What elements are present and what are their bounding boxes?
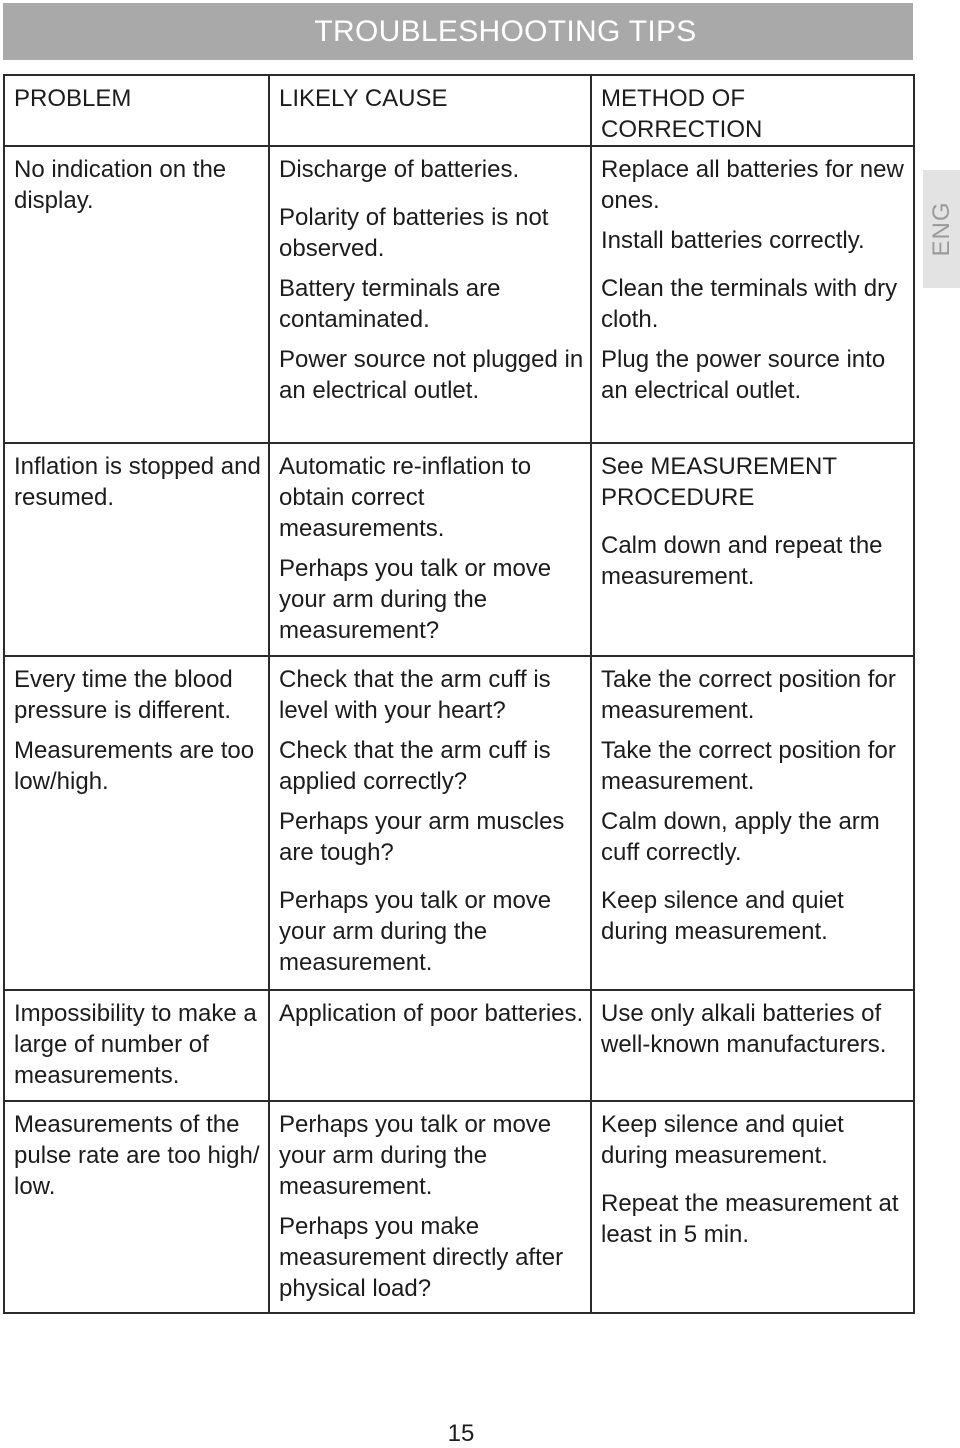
correction-text: Take the correct position for measurement. <box>601 666 896 724</box>
table-row <box>4 146 914 443</box>
troubleshooting-table <box>3 74 915 1314</box>
cause-cell <box>269 443 591 656</box>
problem-cell <box>4 443 269 656</box>
header-problem: PROBLEM <box>4 75 269 146</box>
cause-text: Perhaps your arm muscles are tough? <box>279 808 565 866</box>
language-tab-label: ENG <box>927 201 955 257</box>
header-method-of-correction: METHOD OF CORRECTION <box>591 75 914 146</box>
cause-text: Battery terminals are contaminated. <box>279 275 501 333</box>
problem-cell <box>4 990 269 1101</box>
problem-text: Every time the blood pressure is different. <box>14 666 233 724</box>
cause-text: Perhaps you talk or move your arm during the measurement. <box>279 887 552 976</box>
cause-text: Power source not plugged in an electrical outlet. <box>279 346 584 404</box>
cause-text: Automatic re-inflation to obtain correct measurements. <box>279 453 532 542</box>
correction-cell <box>591 656 914 990</box>
correction-cell <box>591 1101 914 1313</box>
correction-cell <box>591 146 914 443</box>
problem-cell <box>4 146 269 443</box>
table-row <box>4 990 914 1101</box>
cause-text: Check that the arm cuff is level with your heart? <box>279 666 551 724</box>
cause-text: Discharge of batteries. <box>279 156 520 183</box>
cause-cell <box>269 146 591 443</box>
correction-cell <box>591 443 914 656</box>
problem-cell <box>4 656 269 990</box>
language-tab <box>923 170 960 288</box>
correction-text: Clean the terminals with dry cloth. <box>601 275 898 333</box>
table-row <box>4 656 914 990</box>
cause-cell <box>269 1101 591 1313</box>
cause-cell <box>269 990 591 1101</box>
correction-text: Take the correct position for measurement. <box>601 737 896 795</box>
header-likely-cause: LIKELY CAUSE <box>269 75 591 146</box>
table-header-row <box>4 75 914 146</box>
correction-text: Replace all batteries for new ones. <box>601 156 904 214</box>
correction-text: Calm down, apply the arm cuff correctly. <box>601 808 880 866</box>
correction-text: Repeat the measurement at least in 5 min. <box>601 1190 899 1248</box>
cause-cell <box>269 656 591 990</box>
cause-text: Application of poor batteries. <box>279 1000 584 1027</box>
problem-cell <box>4 1101 269 1313</box>
correction-text: Plug the power source into an electrical outlet. <box>601 346 886 404</box>
page-number: 15 <box>447 1420 475 1447</box>
table-row <box>4 443 914 656</box>
correction-text: Calm down and repeat the measurement. <box>601 532 883 590</box>
correction-text: See MEASUREMENT PROCEDURE <box>601 453 837 511</box>
cause-text: Perhaps you talk or move your arm during the measurement. <box>279 1111 552 1200</box>
correction-text: Use only alkali batteries of well-known manufacturers. <box>601 1000 887 1058</box>
table-row <box>4 1101 914 1313</box>
cause-text: Perhaps you make measurement directly after physical load? <box>279 1213 564 1302</box>
cause-text: Polarity of batteries is not observed. <box>279 204 549 262</box>
cause-text: Check that the arm cuff is applied correctly? <box>279 737 551 795</box>
correction-cell <box>591 990 914 1101</box>
cause-text: Perhaps you talk or move your arm during the measurement? <box>279 555 552 644</box>
problem-text: Measurements are too low/high. <box>14 737 255 795</box>
correction-text: Keep silence and quiet during measurement. <box>601 887 844 945</box>
page-title: TROUBLESHOOTING TIPS <box>3 3 913 60</box>
correction-text: Keep silence and quiet during measurement. <box>601 1111 844 1169</box>
correction-text: Install batteries correctly. <box>601 227 865 254</box>
problem-text: No indication on the display. <box>14 156 227 214</box>
problem-text: Impossibility to make a large of number of measurements. <box>14 1000 257 1089</box>
problem-text: Measurements of the pulse rate are too high/ low. <box>14 1111 260 1200</box>
problem-text: Inflation is stopped and resumed. <box>14 453 261 511</box>
